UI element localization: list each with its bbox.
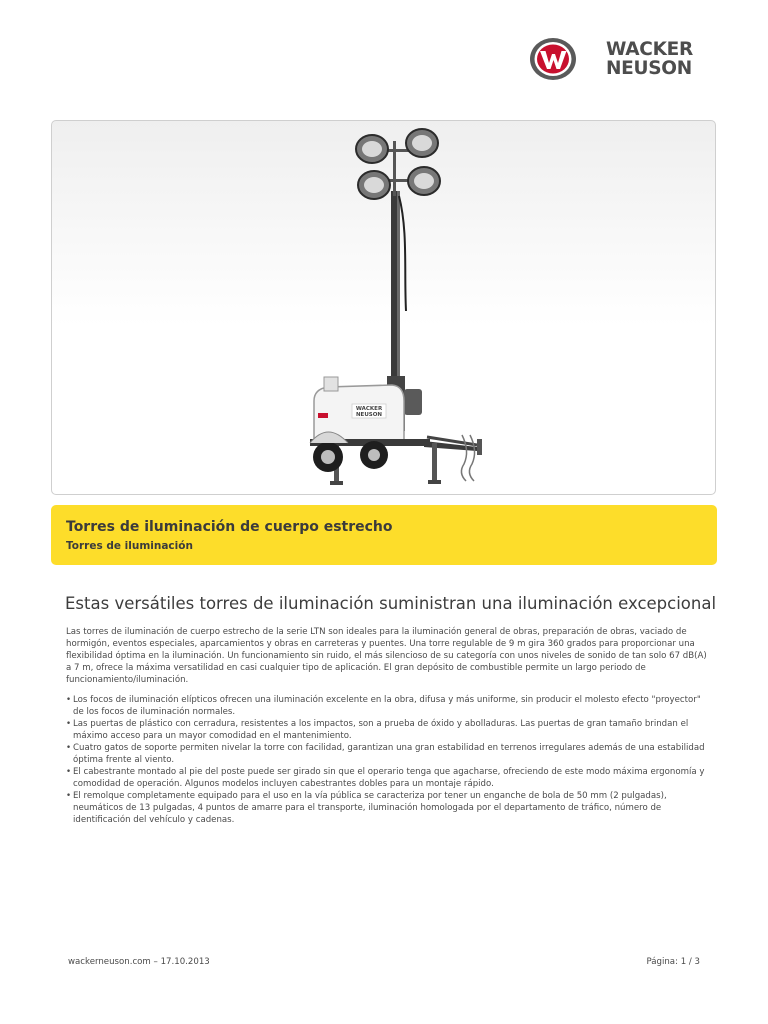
footer-source-date: wackerneuson.com – 17.10.2013	[68, 957, 210, 967]
wheel-right	[360, 441, 388, 469]
svg-text:NEUSON: NEUSON	[355, 412, 383, 418]
feature-item	[66, 742, 710, 766]
feature-list	[66, 694, 710, 826]
wheel-left	[313, 442, 343, 472]
feature-text: El cabestrante montado al pie del poste puede ser girado sin que el operario tenga que agacharse, ofreciendo de este modo máxima ergonomía y comodidad de operación. Algunos modelos incluyen cabestrantes dobles para un montaje rápido.	[73, 767, 705, 789]
section-headline: Estas versátiles torres de iluminación suministran una iluminación excepcional	[65, 594, 717, 613]
feature-text: El remolque completamente equipado para el uso en la vía pública se caracteriza por tener un enganche de bola de 50 mm (2 pulgadas), neumáticos de 13 pulgadas, 4 puntos de amarre para el transporte, iluminación homologada por el departamento de tráfico, número de identificación del vehículo y cadenas.	[73, 791, 667, 825]
feature-item	[66, 790, 710, 826]
feature-text: Los focos de iluminación elípticos ofrecen una iluminación excelente en la obra, difusa y más uniforme, sin producir el molesto efecto "proyector" de los focos de iluminación normales.	[73, 695, 701, 717]
feature-text: Cuatro gatos de soporte permiten nivelar la torre con facilidad, garantizan una gran estabilidad en terrenos irregulares además de una estabilidad óptima frente al viento.	[73, 743, 705, 765]
feature-text: Las puertas de plástico con cerradura, resistentes a los impactos, son a prueba de óxido y abolladuras. Las puertas de gran tamaño brindan el máximo acceso para un mayor comodidad en el mantenimiento.	[73, 719, 689, 741]
brand-line-2: NEUSON	[606, 58, 692, 79]
feature-item	[66, 766, 710, 790]
bullet-icon: •	[66, 743, 72, 753]
bullet-icon: •	[66, 719, 72, 729]
bullet-icon: •	[66, 791, 72, 801]
product-image-panel	[51, 120, 716, 495]
bullet-icon: •	[66, 695, 72, 705]
light-tower-trailer-photo	[52, 121, 716, 495]
brand-wordmark	[606, 40, 716, 78]
feature-item	[66, 718, 710, 742]
svg-text:WACKER: WACKER	[355, 406, 383, 412]
footer-page-number: Página: 1 / 3	[646, 957, 700, 967]
brand-line-1: WACKER	[606, 39, 693, 60]
wacker-neuson-w-icon	[527, 36, 579, 82]
product-category: Torres de iluminación	[66, 540, 193, 552]
product-title: Torres de iluminación de cuerpo estrecho	[66, 519, 393, 535]
bullet-icon: •	[66, 767, 72, 777]
wacker-neuson-logo	[527, 36, 713, 82]
product-title-band	[51, 505, 717, 565]
intro-paragraph: Las torres de iluminación de cuerpo estrecho de la serie LTN son ideales para la iluminación general de obras, preparación de obras, vaciado de hormigón, eventos especiales, aparcamientos y obras en carreteras y puentes. Una torre regulable de 9 m gira 360 grados para proporcionar una flexibilidad óptima en la iluminación. Un funcionamiento sin ruido, el más silencioso de su categoría con unos niveles de sonido de tan solo 67 dB(A) a 7 m, ofrece la máxima versatilidad en casi cualquier tipo de aplicación. El gran depósito de combustible permite un largo periodo de funcionamiento/iluminación.	[66, 627, 707, 685]
feature-item	[66, 694, 710, 718]
